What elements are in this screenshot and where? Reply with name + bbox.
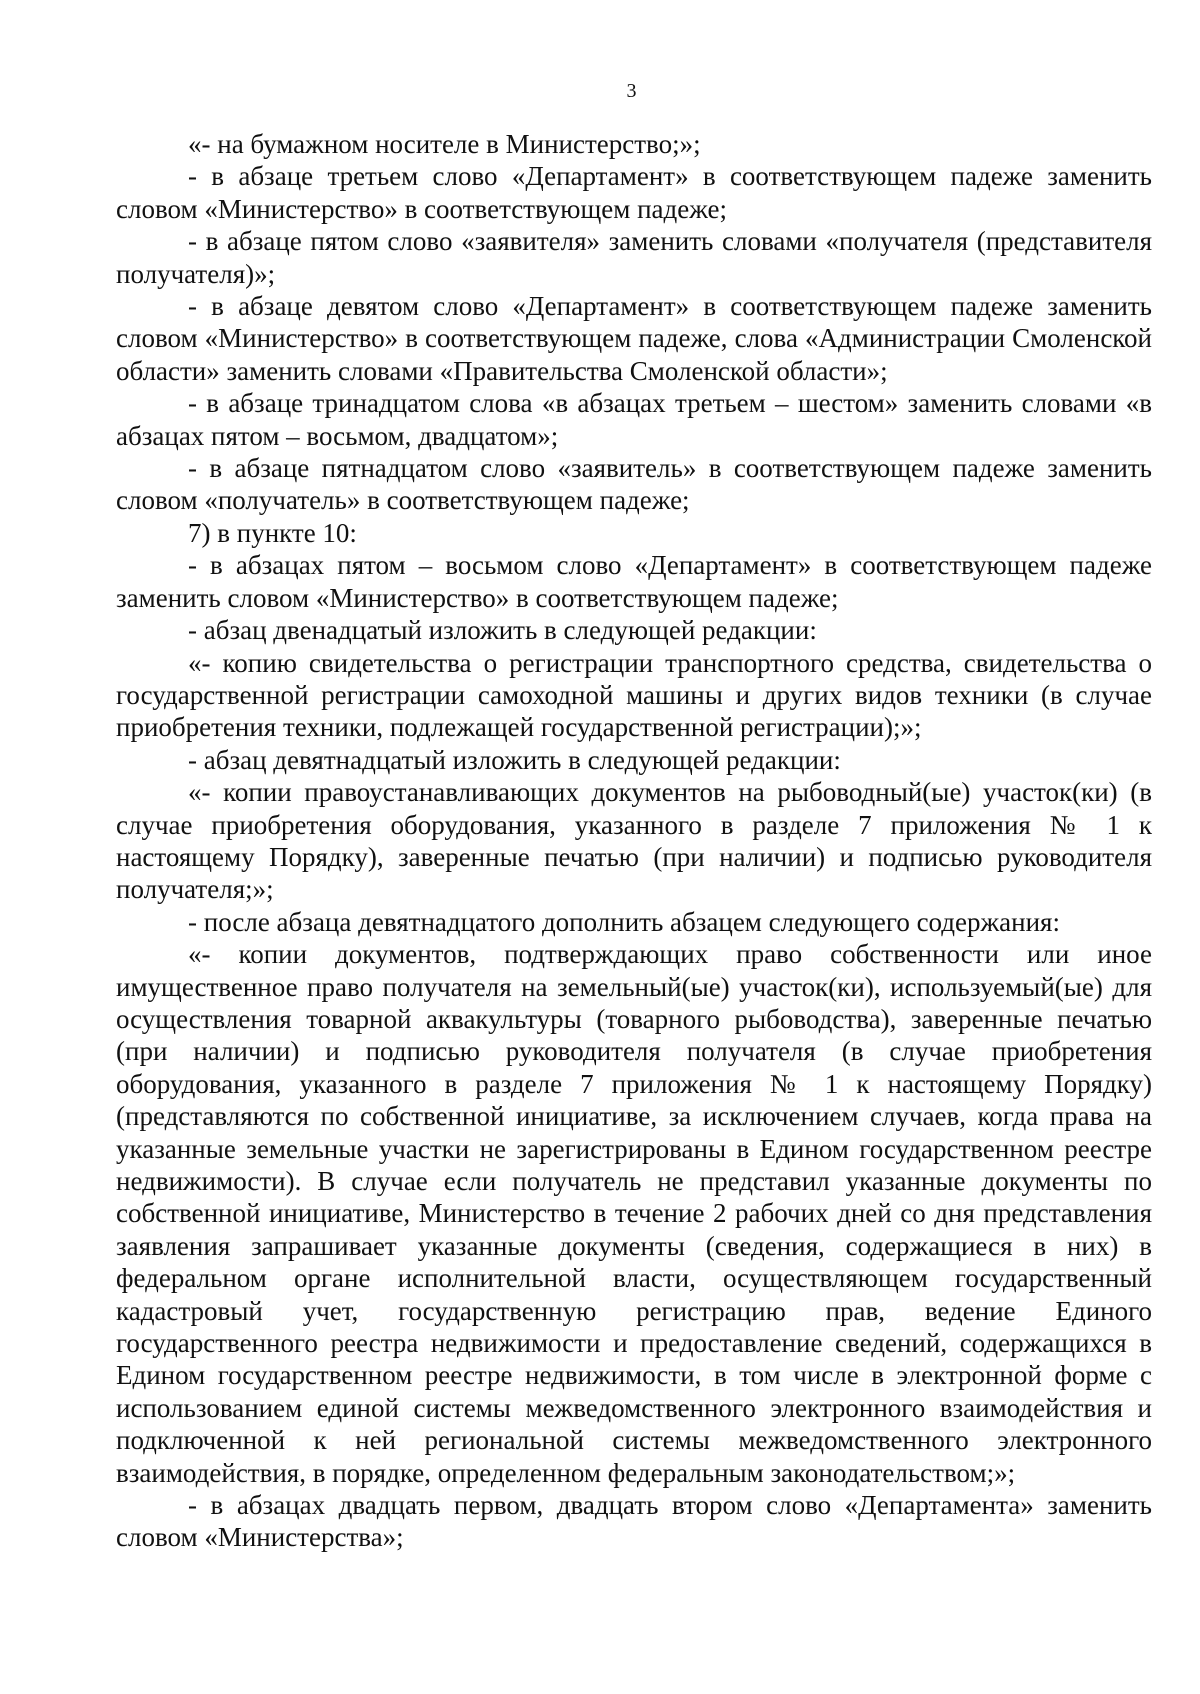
paragraph: - в абзаце тринадцатом слова «в абзацах третьем – шестом» заменить словами «в абзацах пятом – восьмом, двадцатом»; (116, 388, 1152, 451)
paragraph: - в абзаце девятом слово «Департамент» в соответствующем падеже заменить словом «Министерство» в соответствующем падеже, слова «Администрации Смоленской области» заменить словами «Правительства Смоленской области»; (116, 291, 1152, 386)
paragraph: - после абзаца девятнадцатого дополнить абзацем следующего содержания: (188, 906, 1060, 937)
paragraph: 7) в пункте 10: (188, 517, 357, 548)
paragraph: - в абзаце третьем слово «Департамент» в соответствующем падеже заменить словом «Министерство» в соответствующем падеже; (116, 161, 1152, 224)
document-body (116, 128, 1152, 1554)
paragraph: - в абзацах двадцать первом, двадцать втором слово «Департамента» заменить словом «Министерства»; (116, 1490, 1152, 1553)
page-number: 3 (626, 80, 637, 102)
paragraph: «- копии документов, подтверждающих право собственности или иное имущественное право получателя на земельный(ые) участок(ки), используемый(ые) для осуществления товарной аквакультуры (товарного рыбоводства), заверенные печатью (при наличии) и подписью руководителя получателя (в случае приобретения оборудования, указанного в разделе 7 приложения № 1 к настоящему Порядку) (представляются по собственной инициативе, за исключением случаев, когда права на указанные земельные участки не зарегистрированы в Едином государственном реестре недвижимости). В случае если получатель не представил указанные документы по собственной инициативе, Министерство в течение 2 рабочих дней со дня представления заявления запрашивает указанные документы (сведения, содержащиеся в них) в федеральном органе исполнительной власти, осуществляющем государственный кадастровый учет, государственную регистрацию прав, ведение Единого государственного реестра недвижимости и предоставление сведений, содержащихся в Едином государственном реестре недвижимости, в том числе в электронной форме с использованием единой системы межведомственного электронного взаимодействия и подключенной к ней региональной системы межведомственного электронного взаимодействия, в порядке, определенном федеральным законодательством;»; (116, 939, 1152, 1488)
paragraph: - в абзаце пятом слово «заявителя» заменить словами «получателя (представителя получателя)»; (116, 226, 1152, 289)
paragraph: - в абзацах пятом – восьмом слово «Департамент» в соответствующем падеже заменить словом «Министерство» в соответствующем падеже; (116, 550, 1152, 613)
paragraph: «- копию свидетельства о регистрации транспортного средства, свидетельства о государственной регистрации самоходной машины и других видов техники (в случае приобретения техники, подлежащей государственной регистрации);»; (116, 647, 1152, 743)
paragraph: - абзац двенадцатый изложить в следующей редакции: (188, 615, 817, 646)
paragraph: - в абзаце пятнадцатом слово «заявитель» в соответствующем падеже заменить словом «получатель» в соответствующем падеже; (116, 453, 1152, 516)
paragraph: «- на бумажном носителе в Министерство;»; (188, 129, 701, 159)
paragraph: - абзац девятнадцатый изложить в следующей редакции: (188, 744, 841, 775)
paragraph: «- копии правоустанавливающих документов на рыбоводный(ые) участок(ки) (в случае приобретения оборудования, указанного в разделе 7 приложения № 1 к настоящему Порядку), заверенные печатью (при наличии) и подписью руководителя получателя;»; (116, 777, 1152, 905)
